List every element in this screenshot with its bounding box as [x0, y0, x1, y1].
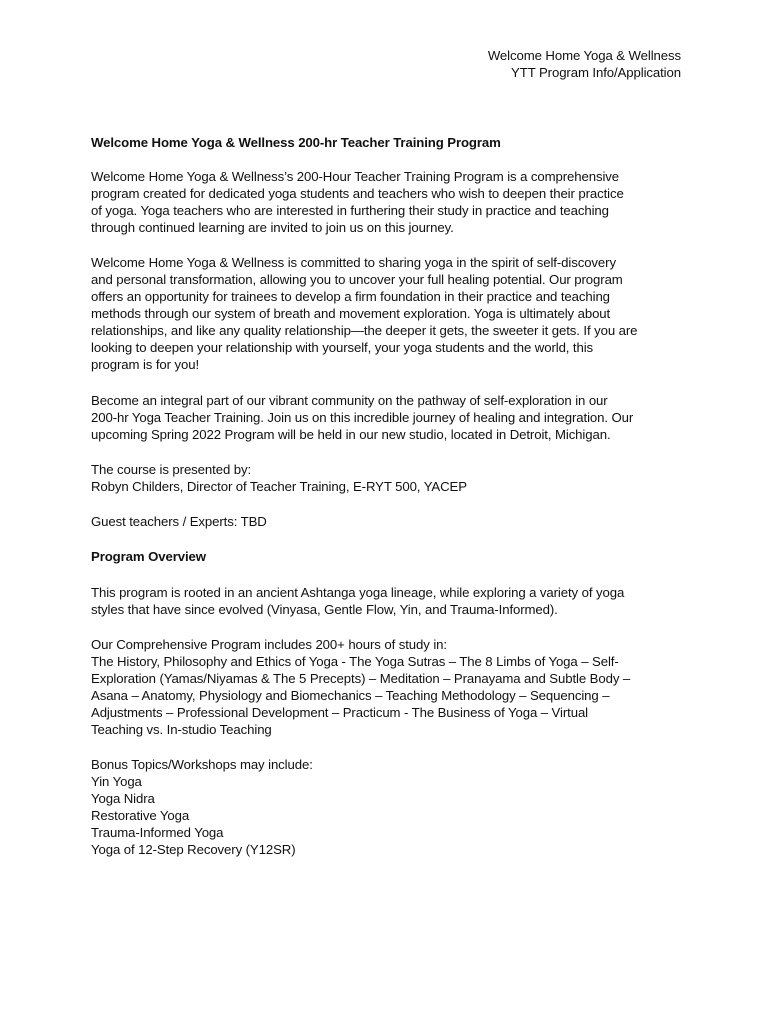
text-line: methods through our system of breath and movement exploration. Yoga is ultimately about: [91, 306, 611, 321]
presenters-section: [91, 461, 691, 495]
director-credit: Robyn Childers, Director of Teacher Training, E-RYT 500, YACEP: [91, 479, 467, 494]
header-studio-name: Welcome Home Yoga & Wellness: [487, 48, 681, 63]
overview-heading: [91, 548, 691, 565]
text-line: relationships, and like any quality relationship—the deeper it gets, the sweeter it gets. If you are: [91, 323, 638, 338]
text-line: styles that have since evolved (Vinyasa, Gentle Flow, Yin, and Trauma-Informed).: [91, 602, 558, 617]
bonus-label: Bonus Topics/Workshops may include:: [91, 757, 313, 772]
text-line: Become an integral part of our vibrant community on the pathway of self-exploration in our: [91, 393, 608, 408]
text-line: Welcome Home Yoga & Wellness is committed to sharing yoga in the spirit of self-discovery: [91, 255, 616, 270]
list-item: Restorative Yoga: [91, 808, 190, 823]
intro-paragraph-3: [91, 392, 691, 443]
text-line: Adjustments – Professional Development – Practicum - The Business of Yoga – Virtual: [91, 705, 589, 720]
text-line: Exploration (Yamas/Niyamas & The 5 Precepts) – Meditation – Pranayama and Subtle Body –: [91, 671, 631, 686]
text-line: program is for you!: [91, 357, 200, 372]
presenters-label: The course is presented by:: [91, 462, 252, 477]
text-line: program created for dedicated yoga students and teachers who wish to deepen their practice: [91, 186, 624, 201]
text-line: This program is rooted in an ancient Ashtanga yoga lineage, while exploring a variety of yoga: [91, 585, 625, 600]
list-item: Yin Yoga: [91, 774, 142, 789]
text-line: looking to deepen your relationship with yourself, your yoga students and the world, this: [91, 340, 594, 355]
list-item: Trauma-Informed Yoga: [91, 825, 224, 840]
text-line: of yoga. Yoga teachers who are interested in furthering their study in practice and teaching: [91, 203, 609, 218]
guest-teachers: [91, 513, 691, 530]
text-line: and personal transformation, allowing you to uncover your full healing potential. Our program: [91, 272, 623, 287]
text-line: offers an opportunity for trainees to develop a firm foundation in their practice and teaching: [91, 289, 610, 304]
program-includes: [91, 636, 691, 738]
overview-paragraph: [91, 584, 691, 618]
intro-paragraph-2: [91, 254, 691, 373]
document-header: [488, 47, 681, 81]
text-line: 200-hr Yoga Teacher Training. Join us on this incredible journey of healing and integration. Our: [91, 410, 634, 425]
includes-label: Our Comprehensive Program includes 200+ hours of study in:: [91, 637, 447, 652]
text-line: upcoming Spring 2022 Program will be held in our new studio, located in Detroit, Michigan.: [91, 427, 611, 442]
bonus-topics: [91, 756, 691, 858]
text-line: Welcome Home Yoga & Wellness’s 200-Hour Teacher Training Program is a comprehensive: [91, 169, 620, 184]
text-line: Teaching vs. In-studio Teaching: [91, 722, 272, 737]
header-doc-type: YTT Program Info/Application: [511, 65, 681, 80]
page-title: Welcome Home Yoga & Wellness 200-hr Teacher Training Program: [91, 135, 501, 150]
text-line: Asana – Anatomy, Physiology and Biomechanics – Teaching Methodology – Sequencing –: [91, 688, 610, 703]
list-item: Yoga Nidra: [91, 791, 155, 806]
intro-paragraph-1: [91, 168, 691, 236]
guest-teachers-text: Guest teachers / Experts: TBD: [91, 514, 267, 529]
text-line: through continued learning are invited to join us on this journey.: [91, 220, 454, 235]
section-heading: Program Overview: [91, 549, 206, 564]
text-line: The History, Philosophy and Ethics of Yoga - The Yoga Sutras – The 8 Limbs of Yoga – Self-: [91, 654, 619, 669]
list-item: Yoga of 12-Step Recovery (Y12SR): [91, 842, 296, 857]
